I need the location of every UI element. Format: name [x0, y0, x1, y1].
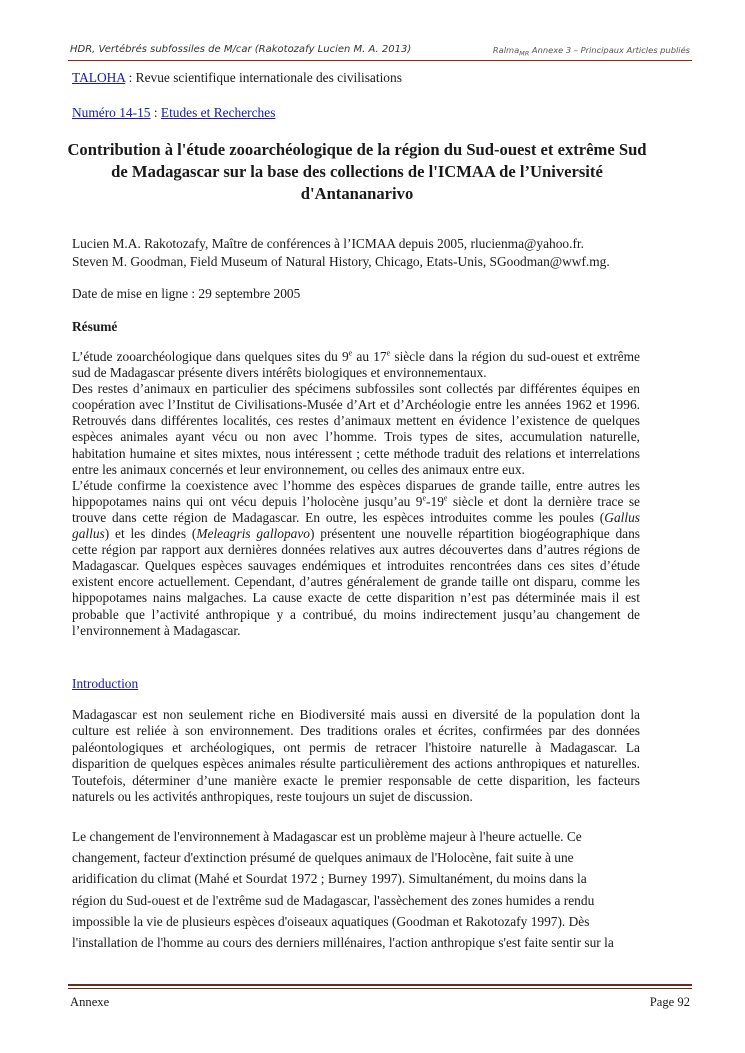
superscript: e: [422, 493, 427, 503]
introduction-link[interactable]: Introduction: [72, 676, 139, 691]
title-line-1: Contribution à l'étude zooarchéologique de la région du Sud-ouest et extrême Sud: [67, 140, 647, 159]
abstract-p3-text: -19: [426, 493, 444, 509]
article-title: [60, 139, 654, 205]
paragraph-line: changement, facteur d'extinction présumé de quelques animaux de l'Holocène, fait suite à une: [72, 850, 574, 866]
paragraph-line: impossible la vie de plusieurs espèces d'oiseaux aquatiques (Goodman et Rakotozafy 1997). Dès: [72, 913, 590, 929]
journal-subtitle: : Revue scientifique internationale des civilisations: [125, 70, 402, 85]
publication-date: Date de mise en ligne : 29 septembre 2005: [72, 286, 301, 301]
issue-number-link[interactable]: Numéro 14-15: [72, 105, 151, 120]
header-right-prefix: Ralma: [492, 45, 520, 55]
header-divider: [68, 60, 692, 61]
title-line-3: d'Antananarivo: [300, 184, 414, 203]
running-header-right: [493, 45, 690, 58]
title-line-2: de Madagascar sur la base des collections de l'ICMAA de l’Université: [111, 162, 603, 181]
introduction-paragraph: Madagascar est non seulement riche en Biodiversité mais aussi en diversité de la population dont la culture est reliée à son environnement. Des traditions orales et écrites, confirmées par des données paléontologiques et archéologiques, ont permis de retracer l'histoire naturelle à Madagascar. La disparition de quelques espèces animales résulte particulièrement des actions anthropiques et naturelles. Toutefois, déterminer d’une manière exacte le premier responsable de cette disparition, les facteurs naturels ou les activités anthropiques, reste toujours un sujet de discussion.: [72, 707, 640, 805]
resume-heading: Résumé: [72, 319, 118, 334]
paragraph-line: l'installation de l'homme au cours des derniers millénaires, l'action anthropique s'est faite sentir sur la: [72, 935, 614, 951]
abstract-p3-text: siècle et dont la dernière trace se trouve dans cette région de Madagascar. En outre, les espèces introduites comme les poules (: [72, 493, 640, 525]
page-number: Page 92: [649, 995, 690, 1009]
journal-link[interactable]: TALOHA: [72, 70, 126, 85]
abstract-p1-text: au 17: [352, 349, 387, 364]
abstract-paragraph-2: Des restes d’animaux en particulier des spécimens subfossiles sont collectés par différentes équipes en coopération avec l’Institut de Civilisations-Musée d’Art et d’Archéologie entre les années 1962 et 1996. Retrouvés dans différentes localités, ces restes d’animaux mettent en évidence l’existence de quelques espèces animales ayant vécu ou non avec l’homme. Trois types de sites, accumulation naturelle, habitation humaine et sites mixtes, nous intéressent ; cette méthode traduit des relations et interrelations entre les animaux concernés et leur environnement, ou celles des animaux entre eux.: [72, 381, 640, 477]
footer-annexe: Annexe: [70, 995, 110, 1009]
issue-separator: :: [150, 105, 161, 120]
issue-line: [72, 105, 640, 121]
abstract-paragraph-1: [72, 349, 640, 381]
header-right-suffix: Annexe 3 – Principaux Articles publiés: [529, 45, 690, 55]
paragraph-line: région du Sud-ouest et de l'extrême sud de Madagascar, l'assèchement des zones humides a rendu: [72, 892, 595, 908]
paragraph-line: aridification du climat (Mahé et Sourdat 1972 ; Burney 1997). Simultanément, du moins dans la: [72, 871, 587, 887]
abstract-p1-text: siècle dans la région du sud-ouest et extrême sud de Madagascar présente divers intérêts biologiques et environnementaux.: [72, 349, 640, 381]
abstract-p3-text: ) et les dindes (: [104, 526, 197, 542]
abstract-p1-text: L’étude zooarchéologique dans quelques sites du 9: [72, 349, 349, 364]
superscript: e: [386, 348, 391, 358]
author-1: Lucien M.A. Rakotozafy, Maître de conférences à l’ICMAA depuis 2005, rlucienma@yahoo.fr.: [72, 236, 584, 251]
species-name: Meleagris gallopavo: [196, 526, 310, 542]
issue-section-link[interactable]: Etudes et Recherches: [160, 105, 276, 120]
footer-divider: [68, 984, 692, 986]
abstract-p3-text: L’étude confirme la coexistence avec l’homme des espèces disparues de grande taille, entre autres les hippopotames nains qui ont vécu depuis l’holocène jusqu’au 9: [72, 477, 640, 509]
journal-line: [72, 70, 640, 86]
footer-divider-thin: [68, 988, 692, 989]
species-name: Gallus gallus: [72, 509, 640, 542]
abstract: [72, 349, 640, 639]
paragraph-line: Le changement de l'environnement à Madagascar est un problème majeur à l'heure actuelle. Ce: [72, 829, 582, 844]
introduction-heading: [72, 676, 640, 692]
header-right-sub: MR: [519, 49, 530, 58]
abstract-p3-text: ) présentent une nouvelle répartition biogéographique dans cette région par rapport aux dernières données relatives aux autres découvertes dans d’autres régions de Madagascar. Quelques espèces sauvages endémiques et introduites rencontrées dans ces sites d’étude existent encore actuellement. Cependant, d’autres généralement de grande taille ont disparu, comme les hippopotames nains malgaches. La cause exacte de cette disparition n’est pas déterminée mais il est probable que l’activité anthropique y a contribué, du moins indirectement jusqu’au changement de l’environnement à Madagascar.: [72, 526, 640, 638]
environment-paragraph: [72, 826, 640, 953]
superscript: e: [348, 348, 353, 358]
abstract-paragraph-3: [72, 478, 640, 639]
superscript: e: [443, 493, 448, 503]
running-header-left: HDR, Vertébrés subfossiles de M/car (Rakotozafy Lucien M. A. 2013): [70, 44, 412, 55]
author-2: Steven M. Goodman, Field Museum of Natural History, Chicago, Etats-Unis, SGoodman@wwf.mg.: [72, 254, 610, 269]
